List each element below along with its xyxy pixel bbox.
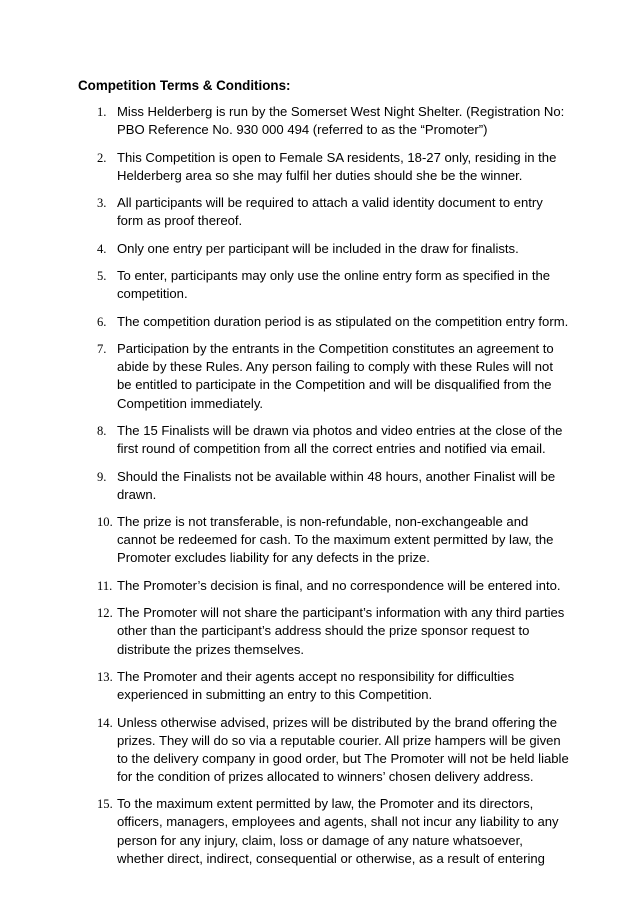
term-text-line: be entitled to participate in the Competition and will be disqualified from the: [117, 377, 552, 393]
term-item: [0, 714, 640, 786]
term-text: [117, 240, 569, 258]
term-number: 1.: [97, 105, 107, 119]
term-text-line: competition.: [117, 286, 188, 302]
term-item: [0, 513, 640, 567]
term-text-line: Competition immediately.: [117, 395, 264, 411]
term-text-line: To enter, participants may only use the online entry form as specified in the: [117, 268, 551, 284]
term-number: 5.: [97, 269, 107, 284]
term-number: 4.: [97, 241, 107, 256]
term-text-line: The Promoter and their agents accept no responsibility for difficulties: [117, 669, 515, 685]
term-text-line: other than the participant’s address should the prize sponsor request to: [117, 623, 530, 639]
term-text-line: cannot be redeemed for cash. To the maximum extent permitted by law, the: [117, 532, 554, 548]
term-item: [0, 668, 640, 704]
term-item: [0, 604, 640, 658]
term-text-line: This Competition is open to Female SA residents, 18-27 only, residing in the: [117, 149, 557, 165]
term-text-line: The Promoter will not share the participant’s information with any third parties: [117, 605, 565, 621]
term-text-line: first round of competition from all the correct entries and notified via email.: [117, 441, 546, 457]
term-number: 8.: [97, 424, 107, 439]
term-item: [0, 194, 640, 230]
term-text: [117, 103, 569, 139]
term-text: [117, 194, 569, 230]
term-item: [0, 468, 640, 504]
term-text: [117, 668, 569, 704]
term-number: 3.: [97, 196, 107, 211]
document-title: Competition Terms & Conditions:: [78, 78, 291, 93]
term-text-line: to the delivery company in good order, but The Promoter will not be held liable: [117, 750, 569, 766]
term-item: [0, 240, 640, 258]
term-item: [0, 340, 640, 412]
term-text-line: PBO Reference No. 930 000 494 (referred to as the “Promoter”): [117, 122, 488, 138]
term-text: [117, 513, 569, 567]
term-text-line: Participation by the entrants in the Competition constitutes an agreement to: [117, 341, 554, 357]
term-item: [0, 577, 640, 595]
term-text-line: for the condition of prizes allocated to winners’ chosen delivery address.: [117, 768, 534, 784]
term-text: [117, 149, 569, 185]
term-number: 9.: [97, 469, 107, 484]
term-item: [0, 267, 640, 303]
term-text: [117, 422, 569, 458]
term-text-line: prizes. They will do so via a reputable courier. All prize hampers will be given: [117, 732, 561, 748]
term-text-line: The prize is not transferable, is non-refundable, non-exchangeable and: [117, 514, 529, 530]
term-text: [117, 795, 569, 867]
term-text: [117, 577, 569, 595]
term-text: [117, 267, 569, 303]
term-item: [0, 149, 640, 185]
term-text: [117, 468, 569, 504]
term-text-line: The competition duration period is as stipulated on the competition entry form.: [117, 313, 569, 329]
term-text-line: Miss Helderberg is run by the Somerset West Night Shelter. (Registration No:: [117, 104, 565, 119]
term-text: [117, 714, 569, 786]
term-text-line: person for any injury, claim, loss or damage of any nature whatsoever,: [117, 832, 523, 848]
term-text-line: To the maximum extent permitted by law, the Promoter and its directors,: [117, 796, 534, 812]
term-text-line: Promoter excludes liability for any defects in the prize.: [117, 550, 430, 566]
term-text: [117, 340, 569, 412]
term-text-line: distribute the prizes themselves.: [117, 641, 305, 657]
terms-list: [0, 103, 640, 877]
term-number: 12.: [97, 606, 113, 621]
term-text-line: The 15 Finalists will be drawn via photos and video entries at the close of the: [117, 423, 563, 439]
term-item: [0, 103, 640, 139]
term-text-line: abide by these Rules. Any person failing to comply with these Rules will not: [117, 359, 553, 375]
term-number: 14.: [97, 715, 113, 730]
term-text-line: Only one entry per participant will be included in the draw for finalists.: [117, 240, 519, 256]
term-number: 6.: [97, 314, 107, 329]
term-item: [0, 795, 640, 867]
term-text-line: Should the Finalists not be available within 48 hours, another Finalist will be: [117, 468, 556, 484]
term-number: 7.: [97, 342, 107, 357]
term-text-line: form as proof thereof.: [117, 213, 243, 229]
term-number: 13.: [97, 670, 113, 685]
term-number: 10.: [97, 515, 113, 530]
term-text: [117, 604, 569, 658]
term-text-line: drawn.: [117, 486, 157, 502]
term-text-line: Unless otherwise advised, prizes will be distributed by the brand offering the: [117, 714, 558, 730]
term-number: 11.: [97, 578, 113, 593]
term-item: [0, 422, 640, 458]
term-text-line: officers, managers, employees and agents, shall not incur any liability to any: [117, 814, 559, 830]
term-text-line: The Promoter’s decision is final, and no correspondence will be entered into.: [117, 577, 561, 593]
term-text-line: All participants will be required to attach a valid identity document to entry: [117, 195, 543, 211]
term-text: [117, 313, 569, 331]
term-text-line: whether direct, indirect, consequential or otherwise, as a result of entering: [117, 850, 545, 866]
term-text-line: Helderberg area so she may fulfil her duties should she be the winner.: [117, 167, 523, 183]
term-text-line: experienced in submitting an entry to this Competition.: [117, 687, 433, 703]
term-number: 15.: [97, 797, 113, 812]
term-number: 2.: [97, 150, 107, 165]
term-item: [0, 313, 640, 331]
